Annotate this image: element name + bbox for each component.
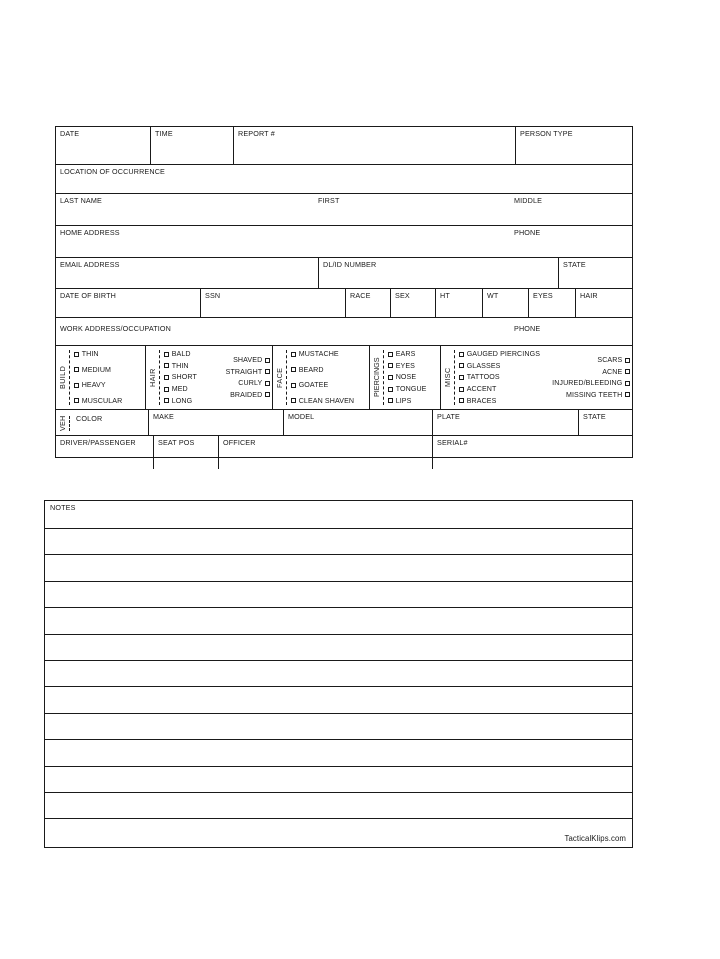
checkbox-hair-thin-label: THIN xyxy=(171,361,189,370)
checkbox-box-icon xyxy=(291,383,296,388)
field-location-of-occurrence[interactable] xyxy=(56,165,632,193)
descriptor-group-face-label: FACE xyxy=(275,367,284,388)
field-vehicle-state[interactable] xyxy=(579,410,632,435)
checkbox-box-icon xyxy=(388,387,393,392)
field-vehicle-plate[interactable] xyxy=(433,410,579,435)
field-height-label: HT xyxy=(440,291,450,300)
field-hair-color[interactable] xyxy=(576,289,632,317)
checkbox-box-icon xyxy=(74,352,79,357)
misc-options-right xyxy=(542,349,630,406)
checkbox-piercings-tongue-label: TONGUE xyxy=(395,384,427,393)
checkbox-box-icon xyxy=(164,352,169,357)
build-options xyxy=(74,349,122,406)
checkbox-hair-short-label: SHORT xyxy=(171,373,197,382)
checkbox-box-icon xyxy=(388,375,393,380)
checkbox-box-icon xyxy=(625,369,630,374)
dashed-divider xyxy=(383,350,384,405)
field-first-name-label: FIRST xyxy=(318,196,340,205)
notes-lines-container xyxy=(45,529,632,846)
field-driver-passenger-label: DRIVER/PASSENGER xyxy=(60,438,136,447)
checkbox-hair-shaved-label: SHAVED xyxy=(233,356,263,364)
dashed-divider xyxy=(159,350,160,405)
field-race-label: RACE xyxy=(350,291,371,300)
field-vehicle-color-label: COLOR xyxy=(76,414,103,423)
notes-line[interactable] xyxy=(45,555,632,581)
field-home-address-label: HOME ADDRESS xyxy=(60,228,120,237)
checkbox-misc-accent[interactable] xyxy=(459,384,496,394)
descriptor-group-hair-label: HAIR xyxy=(148,368,157,387)
checkbox-misc-gauged-piercings[interactable] xyxy=(459,349,540,359)
checkbox-misc-injured-bleeding[interactable] xyxy=(552,378,630,388)
vehicle-group-label: VEH xyxy=(58,415,67,432)
field-sex-label: SEX xyxy=(395,291,410,300)
field-time-label: TIME xyxy=(155,129,173,138)
checkbox-box-icon xyxy=(625,392,630,397)
checkbox-misc-acne-label: ACNE xyxy=(602,367,623,376)
checkbox-box-icon xyxy=(625,381,630,386)
field-person-type-label: PERSON TYPE xyxy=(520,129,573,138)
misc-options-left xyxy=(459,349,540,406)
checkbox-misc-braces[interactable] xyxy=(459,396,496,406)
field-vehicle-make[interactable] xyxy=(149,410,284,435)
checkbox-box-icon xyxy=(74,398,79,403)
checkbox-misc-accent-label: ACCENT xyxy=(466,384,497,393)
field-date-label: DATE xyxy=(60,129,80,138)
row-identifiers xyxy=(56,127,632,165)
checkbox-face-clean-shaven-label: CLEAN SHAVEN xyxy=(298,396,355,405)
checkbox-misc-tattoos[interactable] xyxy=(459,372,500,382)
notes-card xyxy=(44,500,633,848)
field-name-group[interactable] xyxy=(56,194,632,225)
notes-line[interactable] xyxy=(45,661,632,687)
checkbox-piercings-ears[interactable] xyxy=(388,349,415,359)
watermark-text: TacticalKlips.com xyxy=(564,833,626,843)
field-vehicle-model-label: MODEL xyxy=(288,412,315,421)
checkbox-misc-scars-label: SCARS xyxy=(597,356,623,364)
notes-line[interactable] xyxy=(45,687,632,713)
checkbox-box-icon xyxy=(625,358,630,363)
checkbox-misc-injured-bleeding-label: INJURED/BLEEDING xyxy=(552,379,623,388)
checkbox-build-thin[interactable] xyxy=(74,349,99,359)
notes-line[interactable] xyxy=(45,582,632,608)
checkbox-piercings-nose[interactable] xyxy=(388,372,416,382)
descriptor-group-misc xyxy=(441,346,632,409)
checkbox-box-icon xyxy=(291,398,296,403)
checkbox-build-heavy-label: HEAVY xyxy=(81,381,106,390)
checkbox-face-mustache[interactable] xyxy=(291,349,339,359)
field-work-phone-label: PHONE xyxy=(514,324,541,333)
checkbox-hair-long[interactable] xyxy=(164,396,192,406)
field-serial-number-label: SERIAL# xyxy=(437,438,468,447)
row-home-address xyxy=(56,226,632,258)
checkbox-build-medium[interactable] xyxy=(74,365,111,375)
dashed-divider xyxy=(69,350,70,405)
field-vehicle-make-label: MAKE xyxy=(153,412,174,421)
checkbox-hair-bald[interactable] xyxy=(164,349,191,359)
checkbox-build-muscular-label: MUSCULAR xyxy=(81,396,123,405)
checkbox-hair-bald-label: BALD xyxy=(171,350,191,358)
notes-line[interactable] xyxy=(45,793,632,819)
dashed-divider xyxy=(286,350,287,405)
field-race[interactable] xyxy=(346,289,391,317)
person-information-card xyxy=(55,126,633,458)
field-driver-passenger[interactable] xyxy=(56,436,154,469)
checkbox-face-goatee[interactable] xyxy=(291,380,328,390)
checkbox-face-beard-label: BEARD xyxy=(298,365,324,374)
field-home-address[interactable] xyxy=(56,226,632,257)
field-middle-name-label: MIDDLE xyxy=(514,196,543,205)
field-location-of-occurrence-label: LOCATION OF OCCURRENCE xyxy=(60,167,165,176)
checkbox-box-icon xyxy=(291,367,296,372)
field-officer-label: OFFICER xyxy=(223,438,256,447)
descriptor-group-piercings xyxy=(370,346,441,409)
descriptor-group-piercings-label: PIERCINGS xyxy=(372,357,381,398)
field-vehicle-model[interactable] xyxy=(284,410,433,435)
field-email-address-label: EMAIL ADDRESS xyxy=(60,260,120,269)
checkbox-box-icon xyxy=(74,383,79,388)
checkbox-hair-braided[interactable] xyxy=(230,390,270,400)
field-seat-position-label: SEAT POS xyxy=(158,438,195,447)
notes-line[interactable] xyxy=(45,714,632,740)
checkbox-box-icon xyxy=(265,381,270,386)
descriptor-group-build-label: BUILD xyxy=(58,365,67,390)
notes-heading-row[interactable] xyxy=(45,501,632,529)
field-dl-state[interactable] xyxy=(559,258,632,288)
checkbox-hair-short[interactable] xyxy=(164,372,197,382)
checkbox-box-icon xyxy=(459,352,464,357)
checkbox-box-icon xyxy=(459,363,464,368)
field-eyes-label: EYES xyxy=(533,291,553,300)
row-location xyxy=(56,165,632,194)
checkbox-misc-scars[interactable] xyxy=(597,355,630,365)
checkbox-misc-missing-teeth[interactable] xyxy=(566,390,630,400)
checkbox-piercings-eyes[interactable] xyxy=(388,361,415,371)
checkbox-box-icon xyxy=(388,363,393,368)
checkbox-box-icon xyxy=(291,352,296,357)
row-work-address xyxy=(56,318,632,346)
field-report-number[interactable] xyxy=(234,127,516,164)
checkbox-box-icon xyxy=(164,363,169,368)
checkbox-misc-acne[interactable] xyxy=(602,367,630,377)
field-weight[interactable] xyxy=(483,289,529,317)
field-eyes[interactable] xyxy=(529,289,576,317)
checkbox-box-icon xyxy=(164,375,169,380)
checkbox-hair-braided-label: BRAIDED xyxy=(230,390,263,399)
checkbox-piercings-eyes-label: EYES xyxy=(395,361,416,370)
hair-style-options xyxy=(199,349,270,406)
notes-line[interactable] xyxy=(45,740,632,766)
field-dl-id-number-label: DL/ID NUMBER xyxy=(323,260,377,269)
descriptor-group-face xyxy=(273,346,370,409)
field-work-address-occupation[interactable] xyxy=(56,318,632,345)
physical-descriptor-band xyxy=(56,346,632,410)
checkbox-box-icon xyxy=(164,387,169,392)
checkbox-hair-shaved[interactable] xyxy=(233,355,270,365)
row-name xyxy=(56,194,632,226)
checkbox-hair-curly[interactable] xyxy=(238,378,270,388)
field-date-of-birth-label: DATE OF BIRTH xyxy=(60,291,116,300)
field-vehicle-color[interactable] xyxy=(56,410,149,435)
checkbox-face-clean-shaven[interactable] xyxy=(291,396,354,406)
checkbox-piercings-tongue[interactable] xyxy=(388,384,427,394)
face-options xyxy=(291,349,354,406)
dashed-divider xyxy=(454,350,455,405)
descriptor-group-misc-label: MISC xyxy=(443,367,452,388)
row-physical-descriptors xyxy=(56,289,632,318)
checkbox-face-mustache-label: MUSTACHE xyxy=(298,350,339,358)
field-dl-id-number[interactable] xyxy=(319,258,559,288)
checkbox-box-icon xyxy=(459,387,464,392)
checkbox-hair-med-label: MED xyxy=(171,384,188,393)
field-weight-label: WT xyxy=(487,291,499,300)
checkbox-face-beard[interactable] xyxy=(291,365,324,375)
field-ssn-label: SSN xyxy=(205,291,221,300)
checkbox-hair-thin[interactable] xyxy=(164,361,189,371)
notes-line[interactable] xyxy=(45,529,632,555)
hair-length-options xyxy=(164,349,197,406)
checkbox-box-icon xyxy=(459,398,464,403)
piercings-options xyxy=(388,349,427,406)
descriptor-group-build xyxy=(56,346,146,409)
checkbox-build-thin-label: THIN xyxy=(81,350,99,358)
field-vehicle-state-label: STATE xyxy=(583,412,606,421)
field-sex[interactable] xyxy=(391,289,436,317)
checkbox-box-icon xyxy=(265,392,270,397)
checkbox-box-icon xyxy=(388,352,393,357)
field-time[interactable] xyxy=(151,127,234,164)
field-dl-state-label: STATE xyxy=(563,260,586,269)
field-vehicle-plate-label: PLATE xyxy=(437,412,460,421)
field-ssn[interactable] xyxy=(201,289,346,317)
checkbox-hair-straight[interactable] xyxy=(226,367,270,377)
field-last-name-label: LAST NAME xyxy=(60,196,102,205)
field-seat-position[interactable] xyxy=(154,436,219,469)
field-report-number-label: REPORT # xyxy=(238,129,275,138)
field-serial-number[interactable] xyxy=(433,436,632,469)
row-email-dl xyxy=(56,258,632,289)
notes-line[interactable] xyxy=(45,635,632,661)
checkbox-box-icon xyxy=(265,369,270,374)
notes-line[interactable] xyxy=(45,819,632,845)
field-hair-color-label: HAIR xyxy=(580,291,598,300)
row-officer xyxy=(56,436,632,469)
checkbox-face-goatee-label: GOATEE xyxy=(298,381,329,390)
checkbox-hair-med[interactable] xyxy=(164,384,188,394)
checkbox-misc-glasses[interactable] xyxy=(459,361,501,371)
checkbox-misc-missing-teeth-label: MISSING TEETH xyxy=(565,390,623,399)
checkbox-build-medium-label: MEDIUM xyxy=(81,365,112,374)
checkbox-box-icon xyxy=(459,375,464,380)
row-vehicle xyxy=(56,410,632,436)
notes-heading-label: NOTES xyxy=(50,503,76,512)
field-officer[interactable] xyxy=(219,436,433,469)
field-email-address[interactable] xyxy=(56,258,319,288)
checkbox-piercings-ears-label: EARS xyxy=(395,350,416,358)
checkbox-hair-straight-label: STRAIGHT xyxy=(225,367,263,376)
checkbox-piercings-lips[interactable] xyxy=(388,396,411,406)
field-work-address-occupation-label: WORK ADDRESS/OCCUPATION xyxy=(60,324,172,333)
checkbox-build-muscular[interactable] xyxy=(74,396,122,406)
field-person-type[interactable] xyxy=(516,127,632,164)
notes-line[interactable] xyxy=(45,608,632,634)
checkbox-misc-glasses-label: GLASSES xyxy=(466,361,501,370)
checkbox-build-heavy[interactable] xyxy=(74,380,106,390)
field-height[interactable] xyxy=(436,289,483,317)
field-date[interactable] xyxy=(56,127,151,164)
checkbox-box-icon xyxy=(388,398,393,403)
checkbox-piercings-lips-label: LIPS xyxy=(395,396,412,405)
descriptor-group-hair xyxy=(146,346,273,409)
dashed-divider xyxy=(69,416,70,431)
field-date-of-birth[interactable] xyxy=(56,289,201,317)
checkbox-hair-long-label: LONG xyxy=(171,396,193,405)
checkbox-box-icon xyxy=(164,398,169,403)
field-home-phone-label: PHONE xyxy=(514,228,541,237)
checkbox-box-icon xyxy=(265,358,270,363)
checkbox-misc-tattoos-label: TATTOOS xyxy=(466,373,500,382)
checkbox-box-icon xyxy=(74,367,79,372)
checkbox-hair-curly-label: CURLY xyxy=(238,379,263,388)
notes-line[interactable] xyxy=(45,767,632,793)
checkbox-piercings-nose-label: NOSE xyxy=(395,373,417,382)
checkbox-misc-braces-label: BRACES xyxy=(466,396,497,405)
checkbox-misc-gauged-piercings-label: GAUGED PIERCINGS xyxy=(466,350,541,358)
